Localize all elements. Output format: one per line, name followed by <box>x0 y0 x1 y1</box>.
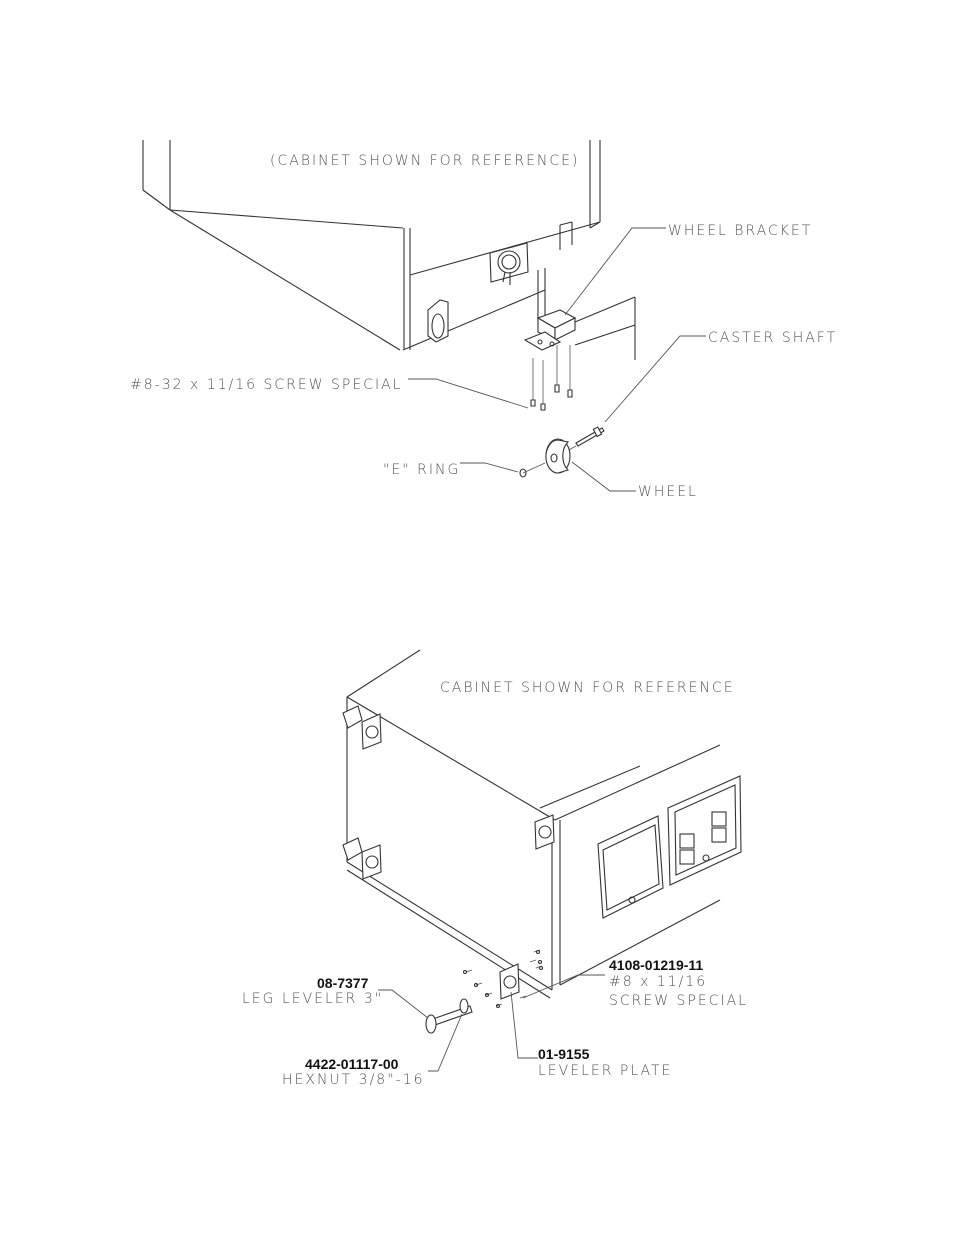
label-screw-special-top: #8-32 x 11/16 SCREW SPECIAL <box>130 377 403 393</box>
label-wheel: WHEEL <box>638 484 698 500</box>
label-leveler-plate: LEVELER PLATE <box>538 1063 673 1079</box>
label-hexnut: HEXNUT 3/8"-16 <box>282 1072 425 1088</box>
leg-leveler-part <box>426 999 472 1033</box>
part-number-leg-leveler: 08-7377 <box>317 975 369 991</box>
leveler-plate-part <box>464 950 543 1008</box>
label-screw-size: #8 x 11/16 <box>609 974 708 990</box>
part-number-screw: 4108-01219-11 <box>609 957 704 973</box>
part-number-leveler-plate: 01-9155 <box>538 1046 590 1062</box>
label-leg-leveler: LEG LEVELER 3" <box>242 991 384 1007</box>
cabinet-reference-note-bottom: CABINET SHOWN FOR REFERENCE <box>440 680 735 696</box>
cabinet-bottom-outline <box>343 650 741 998</box>
cabinet-reference-note-top: (CABINET SHOWN FOR REFERENCE) <box>270 153 580 169</box>
label-e-ring: "E" RING <box>383 462 461 478</box>
part-number-hexnut: 4422-01117-00 <box>305 1056 399 1072</box>
label-wheel-bracket: WHEEL BRACKET <box>668 223 813 239</box>
label-caster-shaft: CASTER SHAFT <box>708 330 838 346</box>
label-screw-special-bottom: SCREW SPECIAL <box>609 993 748 1009</box>
